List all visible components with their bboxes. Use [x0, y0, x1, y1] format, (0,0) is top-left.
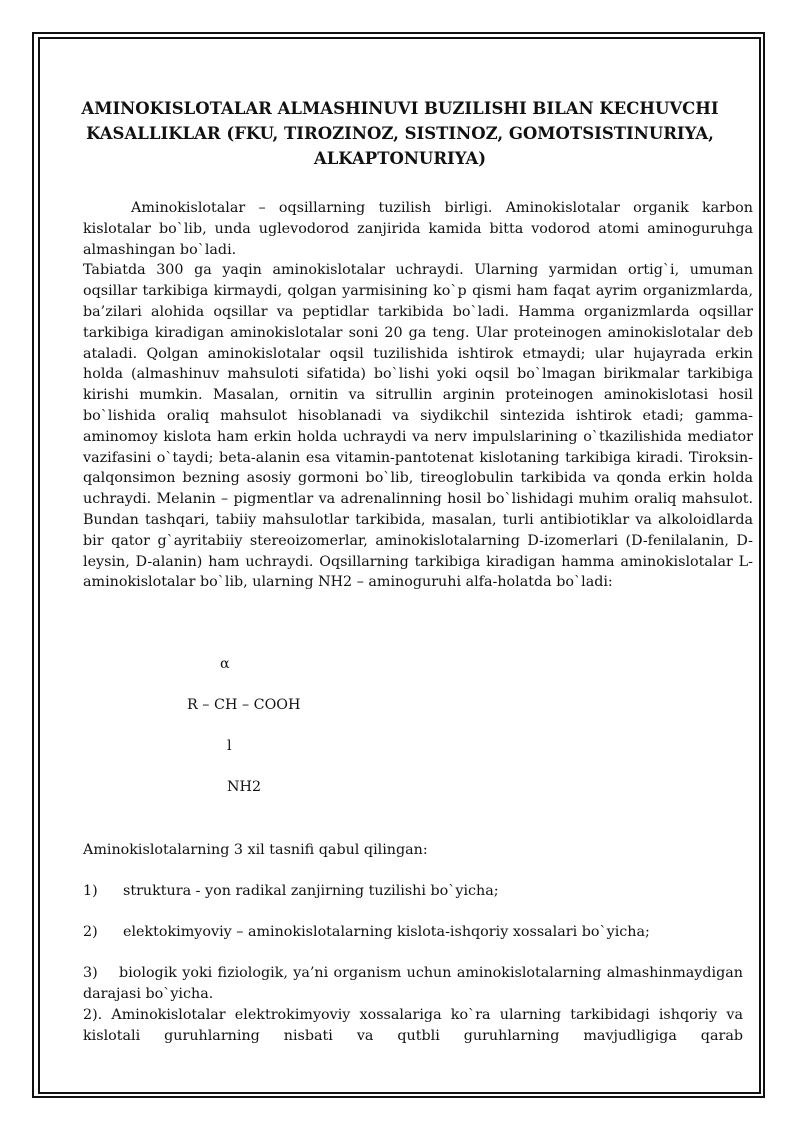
final-paragraph-text: 2). Aminokislotalar elektrokimyoviy xossalariga ko`ra ularning tarkibidagi ishqoriy va kislotali guruhlarning nisbati va qutbli guruhlarning mavjudligiga qarab [83, 1007, 743, 1044]
formula-main: R – CH – COOH [187, 697, 301, 713]
formula-group: NH2 [227, 779, 262, 795]
item-number: 3) [83, 965, 98, 981]
item-text: struktura - yon radikal zanjirning tuzilishi bo`yicha; [123, 883, 499, 899]
final-paragraph [83, 1005, 743, 1047]
formula-bond: l [227, 738, 232, 754]
paragraph-main: Tabiatda 300 ga yaqin aminokislotalar uchraydi. Ularning yarmidan ortig`i, umuman oqsillar tarkibiga kirmaydi, qolgan yarmisining ko`p qismi ham faqat ayrim organizmlarda, ba’zilari alohida oqsillar va peptidlar tarkibida bo`ladi. Hamma organizmlarda oqsillar tarkibiga kiradigan aminokislotalar soni 20 ga teng. Ular proteinogen aminokislotalar deb ataladi. Qolgan aminokislotalar oqsil tuzilishida ishtirok etmaydi; ular hujayrada erkin holda (almashinuv mahsuloti sifatida) bo`lishi yoki oqsil bo`lmagan birikmalar tarkibiga kirishi mumkin. Masalan, ornitin va sitrullin arginin proteinogen aminokislotasi hosil bo`lishida oraliq mahsulot hisoblanadi va siydikchil sintezida ishtirok etadi; gamma-aminomoy kislota ham erkin holda uchraydi va nerv impulslarining o`tkazilishida mediator vazifasini o`taydi; beta-alanin esa vitamin-pantotenat kislotaning tarkibiga kiradi. Tiroksin-qalqonsimon bezning asosiy gormoni bo`lib, tireoglobulin tarkibida va qonda erkin holda uchraydi. Melanin – pigmentlar va adrenalinning hosil bo`lishidagi muhim oraliq mahsulot. Bundan tashqari, tabiiy mahsulotlar tarkibida, masalan, turli antibiotiklar va alkoloidlarda bir qator g`ayritabiiy stereoizomerlar, aminokislotalarning D-izomerlari (D-fenilalanin, D-leysin, D-alanin) ham uchraydi. Oqsillarning tarkibiga kiradigan hamma aminokislotalar L- aminokislotalar bo`lib, ularning NH2 – aminoguruhi alfa-holatda bo`ladi: [83, 262, 753, 591]
formula-alpha: α [220, 656, 230, 672]
classification-item [83, 881, 743, 902]
document-title: AMINOKISLOTALAR ALMASHINUVI BUZILISHI BILAN KECHUVCHI KASALLIKLAR (FKU, TIROZINOZ, SISTINOZ, GOMOTSISTINURIYA, ALKAPTONURIYA) [81, 99, 719, 168]
item-text: elektokimyoviy – aminokislotalarning kislota-ishqoriy xossalari bo`yicha; [123, 924, 650, 940]
item-number: 2) [83, 924, 98, 940]
document-body [83, 198, 753, 593]
item-number: 1) [83, 883, 98, 899]
classification-intro: Aminokislotalarning 3 xil tasnifi qabul qilingan: [83, 842, 428, 858]
paragraph-intro: Aminokislotalar – oqsillarning tuzilish birligi. Aminokislotalar organik karbon kislotalar bo`lib, unda uglevodorod zanjirida kamida bitta vodorod atomi aminoguruhga almashingan bo`ladi. [83, 200, 753, 258]
classification-item [83, 963, 743, 1005]
item-text: biologik yoki fiziologik, ya’ni organism uchun aminokislotalarning almashinmaydigan darajasi bo`yicha. [83, 965, 743, 1002]
classification-item [83, 922, 743, 943]
